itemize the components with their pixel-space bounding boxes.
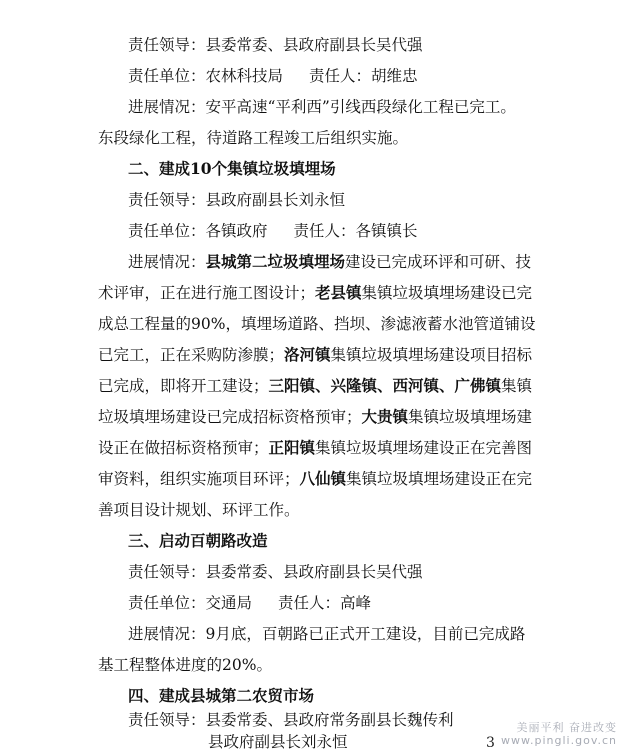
responsible-leader-line: 责任领导：县委常委、县政府副县长吴代强 — [128, 36, 423, 54]
responsible-leader-line-cont: 县政府副县长刘永恒 — [208, 733, 348, 751]
progress-line: 进展情况：9月底，百朝路已正式开工建设，目前已完成路 — [128, 625, 526, 643]
progress-line-cont: 成总工程量的90%，填埋场道路、挡坝、渗滤液蓄水池管道铺设 — [98, 315, 536, 333]
responsible-unit-line: 责任单位：农林科技局 责任人：胡维忠 — [128, 67, 418, 85]
responsible-leader-line: 责任领导：县政府副县长刘永恒 — [128, 191, 346, 209]
progress-line-cont: 设正在做招标资格预审；正阳镇集镇垃圾填埋场建设正在完善图 — [98, 438, 533, 457]
progress-line-cont: 审资料，组织实施项目环评；八仙镇集镇垃圾填埋场建设正在完 — [98, 469, 533, 488]
responsible-leader-line: 责任领导：县委常委、县政府副县长吴代强 — [128, 563, 423, 581]
watermark-slogan: 美丽平利 奋进改变 — [516, 721, 617, 734]
progress-line-cont: 垃圾填埋场建设已完成招标资格预审；大贵镇集镇垃圾填埋场建 — [98, 407, 533, 426]
site-watermark — [501, 721, 617, 747]
progress-line: 进展情况：安平高速“平利西”引线西段绿化工程已完工。 — [128, 98, 516, 116]
page-number: 3 — [486, 735, 495, 751]
section-heading-4: 四、建成县城第二农贸市场 — [128, 686, 315, 705]
section-heading-2: 二、建成10个集镇垃圾填埋场 — [128, 159, 336, 178]
progress-line-cont: 术评审，正在进行施工图设计；老县镇集镇垃圾填埋场建设已完 — [98, 283, 533, 302]
progress-line: 进展情况：县城第二垃圾填埋场建设已完成环评和可研、技 — [128, 252, 532, 271]
responsible-unit-line: 责任单位：交通局 责任人：高峰 — [128, 594, 372, 612]
progress-line-cont: 基工程整体进度的20%。 — [98, 656, 272, 674]
responsible-leader-line: 责任领导：县委常委、县政府常务副县长魏传利 — [128, 711, 454, 729]
progress-line-cont: 东段绿化工程，待道路工程竣工后组织实施。 — [98, 129, 409, 147]
progress-line-cont: 已完成，即将开工建设；三阳镇、兴隆镇、西河镇、广佛镇集镇 — [98, 376, 533, 395]
watermark-url: www.pingli.gov.cn — [501, 734, 617, 747]
section-heading-3: 三、启动百朝路改造 — [128, 531, 268, 550]
responsible-unit-line: 责任单位：各镇政府 责任人：各镇镇长 — [128, 222, 418, 240]
progress-line-cont: 已完工，正在采购防渗膜；洛河镇集镇垃圾填埋场建设项目招标 — [98, 345, 533, 364]
progress-line-cont: 善项目设计规划、环评工作。 — [98, 501, 300, 519]
